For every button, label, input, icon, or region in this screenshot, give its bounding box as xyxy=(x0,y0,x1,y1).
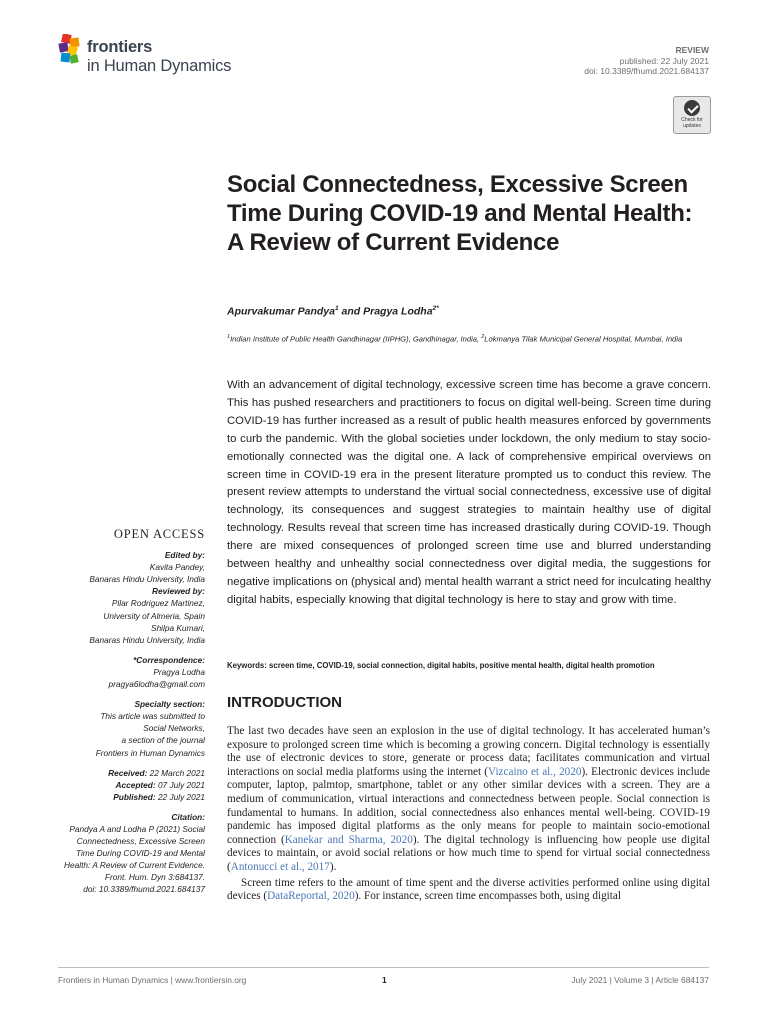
accepted-label: Accepted: xyxy=(115,779,156,790)
citation-text: Pandya A and Lodha P (2021) Social xyxy=(69,823,205,834)
open-access-label: OPEN ACCESS xyxy=(113,527,205,541)
paragraph xyxy=(227,725,710,875)
abstract: With an advancement of digital technology, excessive screen time has become a grave concern. This has pushed researchers and practitioners to focus on digital well-being. Screen time during COVID-19 has further increased as a result of public health measures enforced by governments to curb the pandemic. With the global societies under lockdown, the only medium to stay socio- emotionally connected was the digital one. A lack of comprehensive empirical overviews on screen time in COVID-19 era in the present literature prompted us to conduct this review. The present review attempts to understand the virtual social connectedness, excessive use of digital technology, its consequences and suggest strategies to maintain healthy use of digital technology. Results reveal that screen time has increased drastically during COVID-19. Though there are mixed consequences of prolonged screen time use and blurred understanding between healthy and unhealthy social connectedness over digital media, the suggestions for negative implications on (physical and) mental health warrant a strict need for inculcating healthy digital habits, especially knowing that digital technology is here to stay and grow with time. xyxy=(227,379,711,606)
received-date: 22 March 2021 xyxy=(147,767,205,778)
affiliation-marker: 2 xyxy=(481,334,485,340)
specialty-text: Social Networks, xyxy=(143,723,205,734)
specialty-section-label: Specialty section: xyxy=(134,699,205,710)
check-for-updates-button[interactable] xyxy=(673,96,711,134)
frontiers-logo-icon xyxy=(56,34,84,66)
editor-name[interactable]: Kavita Pandey, xyxy=(149,562,205,573)
citation-link[interactable]: Kanekar and Sharma, 2020 xyxy=(284,833,413,846)
affiliations xyxy=(227,332,712,345)
author-name[interactable]: Pragya Lodha xyxy=(363,305,433,318)
published-label: Published: xyxy=(113,791,156,802)
author-conjunction: and xyxy=(338,305,364,318)
text-run: ). The digital technology is influencing how people use digital devices to maintain, or avoid social relations or how much time to spend for virtual social connectedness ( xyxy=(227,833,710,873)
citation-link[interactable]: DataReportal, 2020 xyxy=(267,890,355,903)
published-date-value: 22 July 2021 xyxy=(155,791,205,802)
article-title: Social Connectedness, Excessive Screen Time During COVID-19 and Mental Health: A Review of Current Evidence xyxy=(227,171,693,256)
text-run: Screen time refers to the amount of time spent and the diverse activities performed online using digital devices ( xyxy=(227,876,710,903)
edited-by-label: Edited by: xyxy=(164,550,205,561)
article-meta xyxy=(584,45,709,77)
citation-label: Citation: xyxy=(171,811,205,822)
affiliation-text: Lokmanya Tilak Municipal General Hospital, Mumbai, India xyxy=(484,334,683,344)
reviewer-affiliation: Banaras Hindu University, India xyxy=(89,634,205,645)
article-sidebar xyxy=(44,528,205,896)
correspondence-email[interactable]: pragya6lodha@gmail.com xyxy=(108,679,205,690)
affiliation-text: Indian Institute of Public Health Gandhinagar (IIPHG), Gandhinagar, India, xyxy=(230,334,482,344)
text-run: ). xyxy=(329,860,337,873)
author-affiliation-marker: 1 xyxy=(334,305,339,312)
logo-wordmark: frontiers xyxy=(87,38,153,56)
text-run: ). For instance, screen time encompasses both, using digital xyxy=(354,890,621,903)
citation-text: Health: A Review of Current Evidence. xyxy=(64,860,205,871)
article-doi[interactable]: doi: 10.3389/fhumd.2021.684137 xyxy=(584,66,709,76)
text-run: The last two decades have seen an explosion in the use of digital technology. It has accelerated human’s exposure to prolonged screen time which is becoming a growing concern. Digital technology is essentially the use of electronic devices to store, generate or process data; facilitates communication and virtual interactions on social media platforms using the internet ( xyxy=(227,725,710,778)
logo-journal-name: in Human Dynamics xyxy=(87,57,232,75)
reviewer-affiliation: University of Almeria, Spain xyxy=(103,610,205,621)
published-date: published: 22 July 2021 xyxy=(619,55,709,66)
specialty-text: a section of the journal xyxy=(121,735,205,746)
reviewer-name[interactable]: Shilpa Kumari, xyxy=(151,622,205,633)
received-date-row xyxy=(44,767,205,779)
citation-link[interactable]: Antonucci et al., 2017 xyxy=(230,860,330,873)
citation-doi[interactable]: doi: 10.3389/fhumd.2021.684137 xyxy=(83,884,205,895)
journal-logo xyxy=(56,34,276,80)
text-run: ). Electronic devices include computer, laptop, palmtop, smartphone, tablet or any other similar devices with a screen. They are a medium of communication, virtual interactions and connectedness between people. Social connection is fundamental to humans. In addition, social connectedness also enhances mental well-being. COVID-19 pandemic has imposed digital platforms as the only means for people to maintain socio-emotional connection ( xyxy=(227,765,710,846)
footer-journal-link[interactable]: Frontiers in Human Dynamics | www.frontiersin.org xyxy=(58,975,247,985)
specialty-text: Frontiers in Human Dynamics xyxy=(95,747,205,758)
check-updates-label-1: Check for xyxy=(681,117,703,123)
keywords: Keywords: screen time, COVID-19, social connection, digital habits, positive mental health, digital health promotion xyxy=(227,661,655,670)
footer-divider xyxy=(58,967,709,968)
page-number: 1 xyxy=(382,975,387,985)
reviewed-by-label: Reviewed by: xyxy=(151,586,205,597)
footer-issue-info: July 2021 | Volume 3 | Article 684137 xyxy=(571,975,709,985)
body-text xyxy=(227,725,710,904)
accepted-date: 07 July 2021 xyxy=(155,779,205,790)
article-type: REVIEW xyxy=(675,45,709,55)
citation-text: Front. Hum. Dyn 3:684137. xyxy=(104,872,205,883)
citation-link[interactable]: Vizcaino et al., 2020 xyxy=(488,765,582,778)
paragraph xyxy=(227,877,710,904)
specialty-text: This article was submitted to xyxy=(100,711,205,722)
check-updates-label-2: updates xyxy=(683,122,701,129)
editor-affiliation: Banaras Hindu University, India xyxy=(89,574,205,585)
author-name[interactable]: Apurvakumar Pandya xyxy=(227,305,335,318)
received-label: Received: xyxy=(108,767,148,778)
affiliation-marker: 1 xyxy=(227,334,231,340)
citation-text: Time During COVID-19 and Mental xyxy=(75,848,205,859)
reviewer-name[interactable]: Pilar Rodriguez Martinez, xyxy=(111,598,205,609)
check-updates-icon xyxy=(684,100,700,116)
published-date-row xyxy=(44,791,205,803)
accepted-date-row xyxy=(44,779,205,791)
correspondence-label: *Correspondence: xyxy=(133,654,205,665)
citation-text: Connectedness, Excessive Screen xyxy=(76,836,205,847)
section-heading: INTRODUCTION xyxy=(227,694,342,711)
author-list xyxy=(227,305,439,318)
correspondence-name: Pragya Lodha xyxy=(153,666,205,677)
author-affiliation-marker: 2* xyxy=(432,305,439,312)
